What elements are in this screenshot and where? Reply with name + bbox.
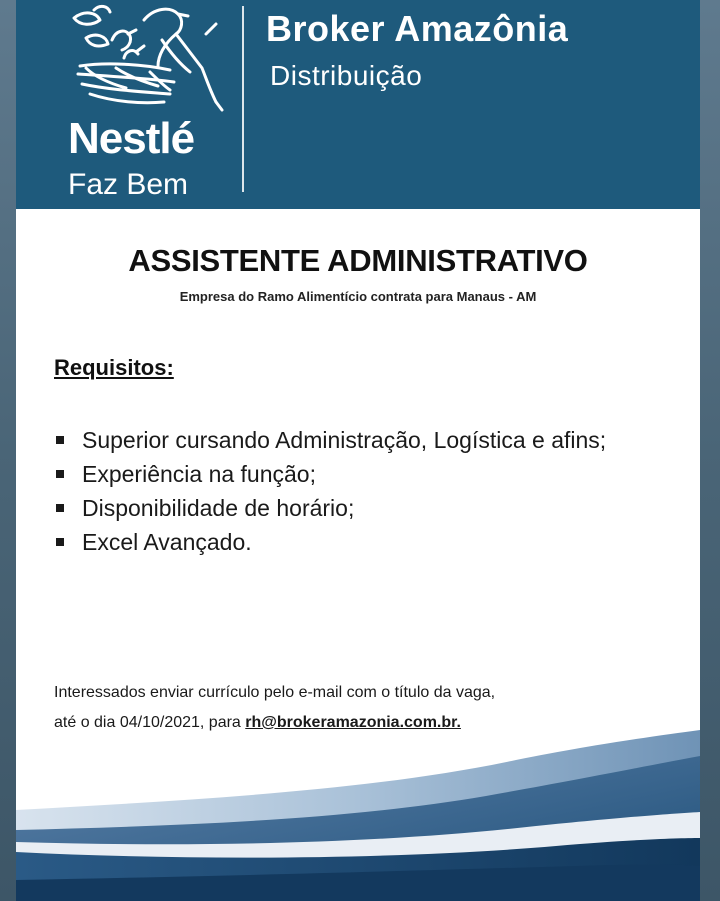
square-bullet-icon [56, 470, 64, 478]
email-link[interactable]: rh@brokeramazonia.com.br. [245, 714, 461, 731]
contact-deadline: até o dia 04/10/2021, para [54, 714, 246, 731]
list-item [54, 492, 674, 524]
contact-line-1: Interessados enviar currículo pelo e-mail com o título da vaga, [54, 684, 496, 701]
requirement-text: Superior cursando Administração, Logística e afins; [82, 427, 607, 453]
header-divider [242, 6, 244, 192]
nestle-logo [56, 4, 226, 204]
requirement-text: Disponibilidade de horário; [82, 495, 355, 521]
company-name: Broker Amazônia [266, 8, 569, 49]
contact-info [54, 678, 674, 738]
header-banner [16, 0, 700, 209]
requirement-text: Experiência na função; [82, 461, 316, 487]
decorative-wave [16, 730, 700, 901]
right-frame-border [700, 0, 720, 901]
brand-tagline: Faz Bem [68, 168, 189, 201]
list-item [54, 458, 674, 490]
job-flyer [16, 0, 700, 901]
job-subtitle: Empresa do Ramo Alimentício contrata para Manaus - AM [179, 289, 537, 304]
requirements-heading: Requisitos: [54, 355, 174, 380]
company-division: Distribuição [270, 60, 423, 91]
brand-name: Nestlé [68, 114, 195, 163]
job-title: ASSISTENTE ADMINISTRATIVO [128, 243, 588, 278]
requirement-text: Excel Avançado. [82, 529, 252, 555]
square-bullet-icon [56, 538, 64, 546]
left-frame-border [0, 0, 16, 901]
square-bullet-icon [56, 436, 64, 444]
requirements-list [54, 424, 674, 560]
square-bullet-icon [56, 504, 64, 512]
list-item [54, 526, 674, 558]
nestle-nest-birds-icon [66, 4, 226, 114]
list-item [54, 424, 674, 456]
